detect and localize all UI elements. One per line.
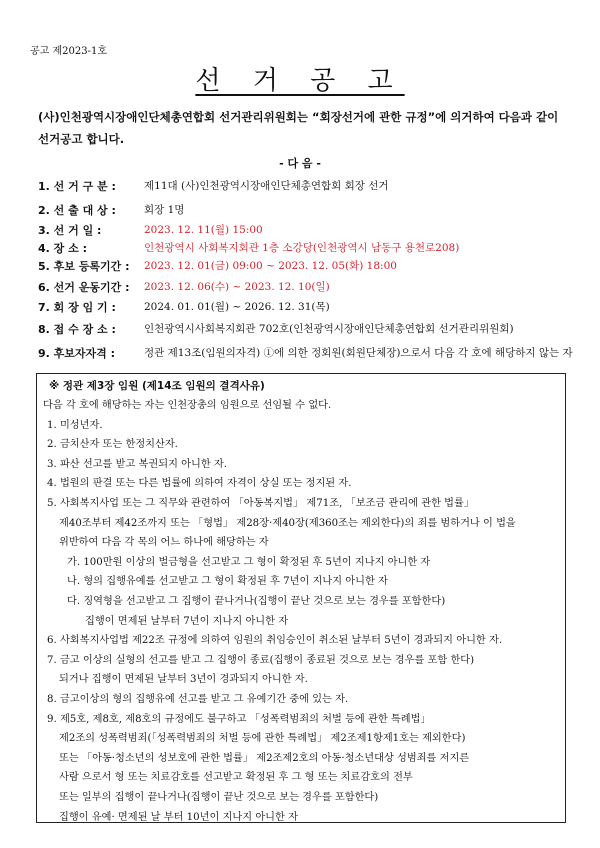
box-text-line: 제2조의 성폭력범죄(「성폭력범죄의 처벌 등에 관한 특례법」 제2조제1항제1호는 제외한다) <box>59 733 466 745</box>
box-text-line: 집행이 면제된 날부터 7년이 지나지 아니한 자 <box>85 615 289 627</box>
box-text-line: 가. 100만원 이상의 벌금형을 선고받고 그 형이 확정된 후 5년이 지나지 아니한 자 <box>67 556 431 568</box>
item-value: 2023. 12. 11(월) 15:00 <box>144 224 263 236</box>
announcement-item <box>38 240 583 258</box>
item-value: 제11대 (사)인천광역시장애인단체총연합회 회장 선거 <box>144 180 389 192</box>
item-value: 인천광역시사회복지회관 702호(인천광역시장애인단체총연합회 선거관리위원회) <box>144 323 514 335</box>
box-text-line: 되거나 집행이 면제된 날부터 3년이 경과되지 아니한 자. <box>59 674 308 686</box>
box-text-line: 5. 사회복지사업 또는 그 직무와 관련하여 「아동복지법」 제71조, 「보조금 관리에 관한 법률」 <box>47 498 475 509</box>
box-text-line: 다음 각 호에 해당하는 자는 인천장총의 임원으로 선임될 수 없다. <box>43 400 332 411</box>
announcement-item <box>38 178 583 196</box>
box-text-line: 또는 「아동·청소년의 성보호에 관한 법률」 제2조제2호의 아동·청소년대상 성범죄를 저지른 <box>59 752 470 764</box>
item-value: 회장 1명 <box>144 204 185 216</box>
box-text-line: 8. 금고이상의 형의 집행유예 선고를 받고 그 유예기간 중에 있는 자. <box>47 694 349 705</box>
item-label: 6. 선거 운동기간 : <box>38 281 130 294</box>
box-text-line: 집행이 유예· 면제된 날 부터 10년이 지나지 아니한 자 <box>59 811 298 823</box>
item-label: 8. 접 수 장 소 : <box>38 323 116 336</box>
announcement-item <box>38 222 583 240</box>
box-text-line: 나. 형의 집행유예를 선고받고 그 형이 확정된 후 7년이 지나지 아니한 자 <box>67 576 388 588</box>
box-text-line: 1. 미성년자. <box>47 419 103 431</box>
box-text-line: 다. 징역형을 선고받고 그 집행이 끝나거나(집행이 끝난 것으로 보는 경우를 포함한다) <box>67 596 446 607</box>
announcement-item <box>38 345 583 363</box>
box-text-line: 또는 일부의 집행이 끝나거나(집행이 끝난 것으로 보는 경우를 포함한다) <box>59 792 379 803</box>
announcement-item <box>38 279 583 297</box>
box-text-line: 사람 으로서 형 또는 치료감호를 선고받고 확정된 후 그 형 또는 치료감호의 전부 <box>59 772 413 784</box>
item-value: 2023. 12. 01(금) 09:00 ~ 2023. 12. 05(화) 18:00 <box>144 260 397 272</box>
item-label: 7. 회 장 임 기 : <box>38 301 116 314</box>
box-text-line: 위반하여 다음 각 목의 어느 하나에 해당하는 자 <box>59 537 269 549</box>
box-text-line: 2. 금치산자 또는 한정치산자. <box>47 439 178 451</box>
announcement-item <box>38 321 583 339</box>
item-label: 5. 후보 등록기간 : <box>38 260 130 273</box>
intro-paragraph: (사)인천광역시장애인단체총연합회 선거관리위원회는 “회장선거에 관한 규정”에 의거하여 다음과 같이 선거공고 합니다. <box>38 110 559 146</box>
box-text-line: 9. 제5호, 제8호, 제8호의 규정에도 불구하고 「성폭력범죄의 처벌 등에 관한 특례법」 <box>47 713 431 725</box>
item-label: 4. 장 소 : <box>38 242 87 255</box>
box-text-line: 3. 파산 선고를 받고 복권되지 아니한 자. <box>47 458 228 470</box>
item-value: 인천광역시 사회복지회관 1층 소강당(인천광역시 남동구 용천로208) <box>144 242 460 254</box>
box-text-line: 6. 사회복지사업법 제22조 규정에 의하여 임원의 취임승인이 취소된 날부터 5년이 경과되지 아니한 자. <box>47 635 503 647</box>
announcement-item <box>38 258 583 276</box>
item-value: 2023. 12. 06(수) ~ 2023. 12. 10(일) <box>144 281 330 293</box>
disqualification-box <box>36 373 566 823</box>
announcement-item <box>38 299 583 317</box>
item-label: 1. 선 거 구 분 : <box>38 180 116 193</box>
section-divider-title: - 다 음 - <box>279 157 321 170</box>
item-value: 정관 제13조(임원의자격) ①에 의한 정회원(회원단체장)으로서 다음 각 호에 해당하지 않는 자 <box>144 347 573 359</box>
box-heading: ※ 정관 제3장 임원 (제14조 임원의 결격사유) <box>49 380 265 392</box>
box-text-line: 제40조부터 제42조까지 또는 「형법」 제28장·제40장(제360조는 제외한다)의 죄를 범하거나 이 법을 <box>59 517 516 529</box>
announcement-item <box>38 202 583 220</box>
page-title: 선 거 공 고 <box>195 66 405 96</box>
box-text-line: 4. 법원의 판결 또는 다른 법률에 의하여 자격이 상실 또는 정지된 자. <box>47 478 352 490</box>
box-text-line: 7. 금고 이상의 실형의 선고를 받고 그 집행이 종료(집행이 종료된 것으로 보는 경우를 포함 한다) <box>47 654 475 666</box>
item-label: 3. 선 거 일 : <box>38 224 102 237</box>
item-label: 9. 후보자자격 : <box>38 347 116 360</box>
item-value: 2024. 01. 01(월) ~ 2026. 12. 31(목) <box>144 301 330 313</box>
item-label: 2. 선 출 대 상 : <box>38 204 116 217</box>
document-number: 공고 제2023-1호 <box>30 46 108 57</box>
